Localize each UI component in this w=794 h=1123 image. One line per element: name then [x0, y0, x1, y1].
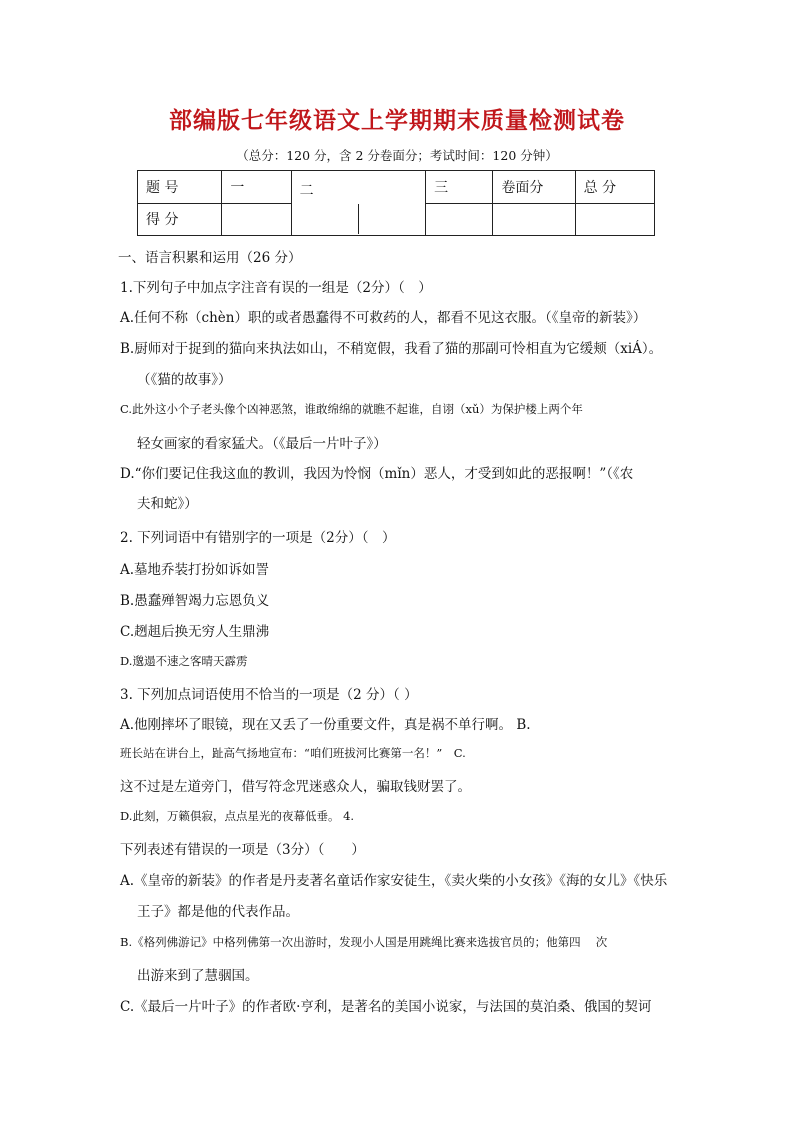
exam-subtitle: （总分：120 分，含 2 分卷面分；考试时间：120 分钟）: [236, 148, 558, 163]
q1-stem: 1.下列句子中加点字注音有误的一组是（2分）（ ）: [120, 280, 432, 296]
score-header-1: 一: [222, 171, 291, 204]
q1-option-a: A.任何不称（chèn）职的或者愚蠢得不可救药的人，都看不见这衣服。（《皇帝的新装》）: [120, 310, 647, 326]
q4-option-b: B.《格列佛游记》中格列佛第一次出游时，发现小人国是用跳绳比赛来选拔官员的；他第四 次: [120, 935, 608, 949]
score-table-header-row: [138, 171, 655, 204]
q1-option-c-cont: 轻女画家的看家猛犬。（《最后一片叶子》）: [137, 436, 387, 452]
score-header-label: 题 号: [138, 171, 222, 204]
q1-option-b: B.厨师对于捉到的猫向来执法如山，不稍宽假，我看了猫的那副可怜相直为它缓颊（xiÁ）。: [120, 341, 663, 357]
score-cell-style: [493, 203, 575, 236]
q2-stem: 2. 下列词语中有错别字的一项是（2分）（ ）: [120, 530, 396, 546]
score-cell-divider: [358, 204, 359, 234]
q3-option-d: D.此刻，万籁俱寂，点点星光的夜幕低垂。 4.: [120, 809, 355, 823]
section-heading: 一、语言积累和运用（26 分）: [118, 250, 302, 266]
q1-option-c: C.此外这小个子老头像个凶神恶煞，谁敢绵绵的就瞧不起谁，自诩（xǔ）为保护楼上两个年: [120, 402, 583, 416]
q1-option-d-cont: 夫和蛇》）: [137, 496, 198, 512]
q3-option-a: A.他刚摔坏了眼镜，现在又丢了一份重要文件，真是祸不单行啊。 B.: [120, 717, 531, 733]
score-row-label: 得 分: [138, 203, 222, 236]
q2-option-c: C.趔趄后换无穷人生鼎沸: [120, 624, 270, 640]
score-cell-3: [426, 203, 493, 236]
q1-option-b-cont: （《猫的故事》）: [137, 372, 232, 388]
q4-option-c: C.《最后一片叶子》的作者欧·亨利，是著名的美国小说家，与法国的莫泊桑、俄国的契诃: [120, 999, 652, 1015]
q4-stem: 下列表述有错误的一项是（3分）（ ）: [120, 842, 365, 858]
score-header-total: 总 分: [575, 171, 654, 204]
q3-option-c: 这不过是左道旁门，借写符念咒迷惑众人，骗取钱财罢了。: [120, 779, 471, 795]
score-header-2-label: 二: [299, 183, 314, 199]
score-cell-total: [575, 203, 654, 236]
q1-option-d: D.“你们要记住我这血的教训，我因为怜悯（mǐn）恶人，才受到如此的恶报啊！”（《农: [120, 466, 634, 482]
score-header-3: 三: [426, 171, 493, 204]
q3-stem: 3. 下列加点词语使用不恰当的一项是（2 分）（ ）: [120, 687, 418, 703]
q4-option-a-cont: 王子》都是他的代表作品。: [137, 904, 299, 920]
q2-option-a: A.墓地乔装打扮如诉如詈: [120, 562, 270, 578]
score-cell-1: [222, 203, 291, 236]
q3-option-b: 班长站在讲台上，趾高气扬地宣布：“咱们班拔河比赛第一名！” C.: [120, 746, 466, 760]
q4-option-a: A.《皇帝的新装》的作者是丹麦著名童话作家安徒生，《卖火柴的小女孩》《海的女儿》《快乐: [120, 873, 668, 889]
score-table: [137, 170, 655, 236]
q2-option-b: B.愚蠢殚智竭力忘恩负义: [120, 593, 270, 609]
q2-option-d: D.邈遢不速之客晴天霹雳: [120, 654, 248, 668]
exam-title: 部编版七年级语文上学期期末质量检测试卷: [169, 108, 625, 134]
q4-option-b-cont: 出游来到了慧骃国。: [137, 968, 259, 984]
score-header-style: 卷面分: [493, 171, 575, 204]
score-header-2: [291, 171, 426, 236]
